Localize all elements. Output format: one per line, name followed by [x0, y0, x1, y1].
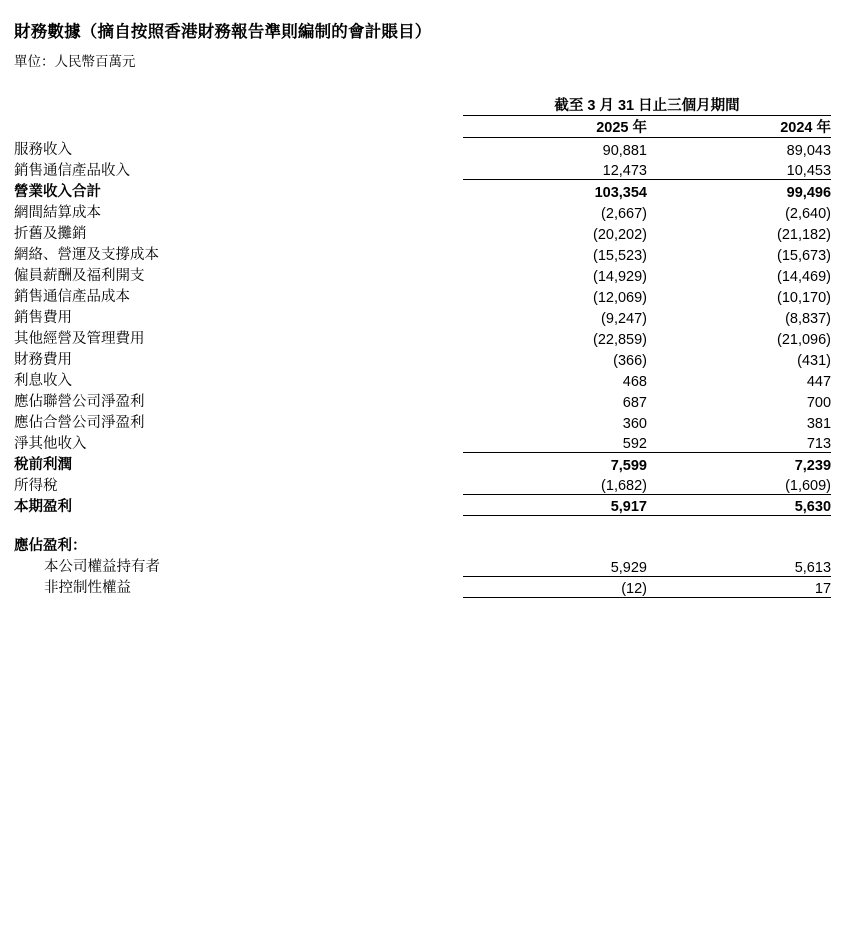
- row-value-2024: 381: [806, 415, 832, 432]
- row-label: 服務收入: [14, 141, 72, 158]
- table-header: [14, 94, 831, 138]
- column-header-2024: 2024 年: [647, 116, 831, 138]
- table-row: [14, 180, 831, 201]
- row-value-2024: 700: [806, 394, 832, 411]
- row-label: 營業收入合計: [14, 183, 101, 200]
- table-row: [14, 576, 831, 597]
- header-year-row: [14, 116, 831, 138]
- row-value-2025: 103,354: [594, 184, 647, 201]
- table-body: [14, 138, 831, 598]
- table-row: [14, 138, 831, 159]
- unit-note: 單位：人民幣百萬元: [14, 54, 136, 69]
- row-value-2024: (15,673): [777, 247, 832, 264]
- table-row: [14, 474, 831, 495]
- row-value-2024: 89,043: [786, 142, 832, 159]
- row-label: 網絡、營運及支撐成本: [14, 246, 159, 263]
- row-value-2024: (21,096): [777, 331, 832, 348]
- row-value-2024: 7,239: [794, 457, 832, 474]
- row-value-2025: (14,929): [592, 268, 647, 285]
- table-row: [14, 159, 831, 180]
- row-value-2024: 17: [647, 576, 831, 597]
- table-row: [14, 453, 831, 474]
- row-label: 稅前利潤: [14, 456, 72, 473]
- financial-table: [14, 94, 831, 598]
- row-value-2025: (20,202): [592, 226, 647, 243]
- row-value-2024: [647, 534, 831, 555]
- row-value-2025: 5,917: [463, 495, 647, 516]
- row-value-2024: (8,837): [785, 310, 832, 327]
- row-value-2025: (1,682): [463, 474, 647, 495]
- row-label: 所得稅: [14, 477, 58, 494]
- table-row: [14, 555, 831, 576]
- row-value-2025: (2,667): [601, 205, 647, 222]
- table-row: [14, 327, 831, 348]
- header-period-row: [14, 94, 831, 116]
- row-value-2024: 99,496: [786, 184, 832, 201]
- row-label: 銷售通信產品收入: [14, 162, 130, 179]
- row-value-2024: 5,613: [647, 555, 831, 576]
- table-row: [14, 411, 831, 432]
- table-row: [14, 369, 831, 390]
- row-value-2025: (12,069): [592, 289, 647, 306]
- row-value-2025: 12,473: [463, 159, 647, 180]
- row-value-2024: (10,170): [777, 289, 832, 306]
- row-value-2025: (9,247): [601, 310, 647, 327]
- table-row: [14, 264, 831, 285]
- row-value-2025: 90,881: [602, 142, 647, 159]
- table-row: [14, 348, 831, 369]
- page-title: 財務數據（摘自按照香港財務報告準則編制的會計賬目）: [14, 23, 432, 41]
- row-label: 其他經營及管理費用: [14, 330, 145, 347]
- table-row: [14, 516, 831, 535]
- table-row: [14, 243, 831, 264]
- row-label: 應佔合營公司淨盈利: [14, 414, 145, 431]
- row-value-2025: (366): [613, 352, 647, 369]
- row-value-2024: (21,182): [777, 226, 832, 243]
- row-value-2025: 468: [622, 373, 647, 390]
- row-label: 銷售通信產品成本: [14, 288, 130, 305]
- row-label: 利息收入: [14, 372, 72, 389]
- period-header: 截至 3 月 31 日止三個月期間: [463, 94, 831, 116]
- row-label: 本公司權益持有者: [44, 559, 160, 575]
- table-row: [14, 201, 831, 222]
- row-label: 淨其他收入: [14, 435, 87, 452]
- row-value-2025: 7,599: [610, 457, 647, 474]
- row-value-2024: (14,469): [777, 268, 832, 285]
- row-value-2025: 5,929: [463, 555, 647, 576]
- table-row: [14, 390, 831, 411]
- row-value-2024: 5,630: [647, 495, 831, 516]
- table-row: [14, 285, 831, 306]
- row-label: 銷售費用: [14, 309, 72, 326]
- table-row: [14, 222, 831, 243]
- row-label: 折舊及攤銷: [14, 225, 87, 242]
- column-header-2025: 2025 年: [463, 116, 647, 138]
- row-value-2025: 592: [463, 432, 647, 453]
- row-value-2024: 447: [806, 373, 832, 390]
- row-value-2024: 10,453: [647, 159, 831, 180]
- row-value-2025: 360: [622, 415, 647, 432]
- row-value-2024: 713: [647, 432, 831, 453]
- row-value-2024: (2,640): [785, 205, 832, 222]
- row-value-2024: (1,609): [647, 474, 831, 495]
- table-row: [14, 306, 831, 327]
- row-value-2025: (15,523): [592, 247, 647, 264]
- row-value-2024: (431): [797, 352, 832, 369]
- row-label: 應佔盈利：: [14, 538, 87, 554]
- table-row: [14, 534, 831, 555]
- row-label: 網間結算成本: [14, 204, 101, 221]
- row-value-2025: 687: [622, 394, 647, 411]
- row-value-2025: (22,859): [592, 331, 647, 348]
- row-value-2025: [463, 534, 647, 555]
- row-label: 本期盈利: [14, 498, 72, 515]
- row-label: 應佔聯營公司淨盈利: [14, 393, 145, 410]
- row-label: 僱員薪酬及福利開支: [14, 267, 145, 284]
- row-label: 非控制性權益: [44, 580, 131, 596]
- spacer-cell: [14, 516, 831, 535]
- row-label: 財務費用: [14, 351, 72, 368]
- row-value-2025: (12): [463, 576, 647, 597]
- table-row: [14, 495, 831, 516]
- table-row: [14, 432, 831, 453]
